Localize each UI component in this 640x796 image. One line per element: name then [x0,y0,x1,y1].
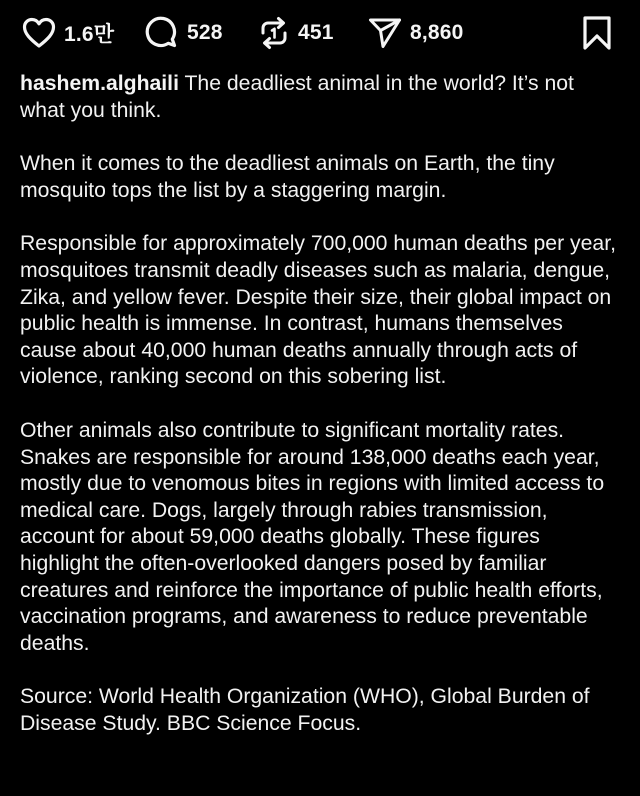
caption-intro-paragraph [20,71,620,124]
caption-source: Source: World Health Organization (WHO), Global Burden of Disease Study. BBC Science Focus. [20,685,590,735]
share-button[interactable] [368,14,464,52]
caption-paragraph: Responsible for approximately 700,000 human deaths per year, mosquitoes transmit deadly diseases such as malaria, dengue, Zika, and yellow fever. Despite their size, their global impact on public health is immense. In contrast, humans themselves cause about 40,000 human deaths annually through acts of violence, ranking second on this sobering list. [20,232,616,389]
repost-button[interactable] [258,14,334,52]
repost-arrows-icon[interactable] [258,16,290,50]
paper-plane-icon[interactable] [368,17,402,49]
like-button[interactable] [22,14,114,52]
caption-intro-text: The deadliest animal in the world? It’s not what you think. [20,72,574,122]
comment-bubble-icon[interactable] [145,16,179,50]
like-count: 1.6만 [64,23,115,46]
comment-count: 528 [187,21,223,44]
post-caption [20,71,620,764]
share-count: 8,860 [410,21,464,44]
save-button[interactable] [580,14,614,52]
heart-icon[interactable] [22,17,56,49]
post-action-bar [0,0,640,66]
comment-button[interactable] [145,14,223,52]
caption-paragraph: Other animals also contribute to significant mortality rates. Snakes are responsible for around 138,000 deaths each year, mostly due to venomous bites in regions with limited access to medical care. Dogs, largely through rabies transmission, account for about 59,000 deaths globally. These figures highlight the often-overlooked dangers posed by familiar creatures and reinforce the importance of public health efforts, vaccination programs, and awareness to reduce preventable deaths. [20,418,605,655]
bookmark-icon[interactable] [580,15,614,51]
repost-count: 451 [298,21,334,44]
caption-paragraph: When it comes to the deadliest animals on Earth, the tiny mosquito tops the list by a staggering margin. [20,152,555,202]
author-username[interactable]: hashem.alghaili [20,72,179,95]
